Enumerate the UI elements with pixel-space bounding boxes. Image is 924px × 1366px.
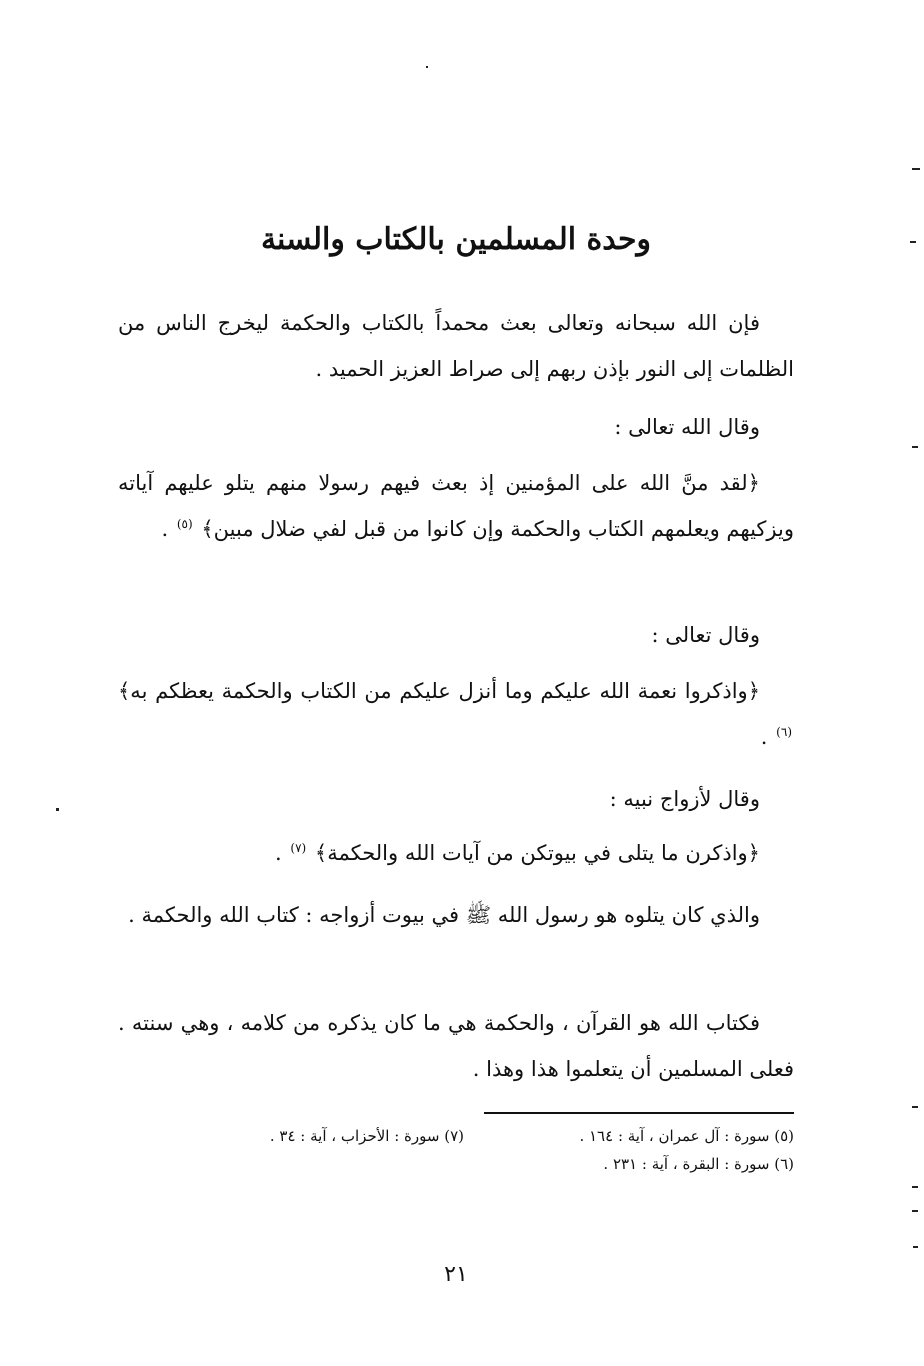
scan-mark bbox=[56, 808, 59, 811]
quran-quote-1-text: ﴿لقد منَّ الله على المؤمنين إذ بعث فيهم رسولا منهم يتلو عليهم آياته ويزكيهم ويعلمهم الكتاب والحكمة وإن كانوا من قبل لفي ضلال مبين﴾ bbox=[118, 471, 794, 541]
paragraph-intro-text: فإن الله سبحانه وتعالى بعث محمداً بالكتاب والحكمة ليخرج الناس من الظلمات إلى النور بإذن ربهم إلى صراط العزيز الحميد . bbox=[118, 311, 794, 381]
paragraph-said-allah-text: وقال الله تعالى : bbox=[614, 415, 760, 439]
scan-mark bbox=[426, 66, 428, 68]
footnote-7: (٧) سورة : الأحزاب ، آية : ٣٤ . bbox=[269, 1127, 464, 1145]
paragraph-intro bbox=[118, 300, 794, 392]
paragraph-conclusion-text: فكتاب الله هو القرآن ، والحكمة هي ما كان يذكره من كلامه ، وهي سنته . فعلى المسلمين أن يتعلموا هذا وهذا . bbox=[118, 1011, 794, 1081]
scan-mark bbox=[912, 168, 920, 170]
footnote-ref-7: (٧) bbox=[290, 841, 307, 855]
paragraph-said-wives-text: وقال لأزواج نبيه : bbox=[609, 787, 760, 811]
scan-mark bbox=[910, 241, 916, 243]
quran-quote-1 bbox=[118, 460, 794, 552]
footnote-separator bbox=[484, 1112, 794, 1114]
paragraph-conclusion bbox=[118, 1000, 794, 1092]
footnote-6: (٦) سورة : البقرة ، آية : ٢٣١ . bbox=[603, 1155, 794, 1173]
book-page bbox=[118, 0, 794, 1366]
scan-mark bbox=[912, 1210, 918, 1212]
quran-quote-2-text: ﴿واذكروا نعمة الله عليكم وما أنزل عليكم من الكتاب والحكمة يعظكم به﴾ bbox=[118, 679, 760, 703]
footnote-row bbox=[118, 1122, 794, 1150]
footnote-ref-6: (٦) bbox=[776, 725, 792, 739]
paragraph-said-exalted-text: وقال تعالى : bbox=[651, 623, 760, 647]
quran-quote-2 bbox=[118, 668, 794, 760]
footnote-row bbox=[118, 1150, 794, 1178]
paragraph-said-allah bbox=[118, 404, 794, 450]
quran-quote-1-end: . bbox=[161, 517, 169, 541]
paragraph-said-exalted bbox=[118, 612, 794, 658]
scan-mark bbox=[913, 1246, 918, 1248]
quran-quote-3-text: ﴿واذكرن ما يتلى في بيوتكن من آيات الله والحكمة﴾ bbox=[314, 841, 760, 865]
quran-quote-3 bbox=[118, 830, 794, 876]
footnote-ref-5: (٥) bbox=[176, 517, 193, 531]
page-number: ٢١ bbox=[444, 1262, 468, 1287]
quran-quote-3-end: . bbox=[275, 841, 282, 865]
quran-quote-2-end: . bbox=[760, 725, 768, 749]
scan-mark bbox=[912, 446, 918, 448]
paragraph-said-wives bbox=[118, 776, 794, 822]
paragraph-recited-text: والذي كان يتلوه هو رسول الله ﷺ في بيوت أزواجه : كتاب الله والحكمة . bbox=[128, 903, 760, 927]
footnote-5: (٥) سورة : آل عمران ، آية : ١٦٤ . bbox=[579, 1127, 794, 1145]
paragraph-recited bbox=[118, 892, 794, 938]
scan-mark bbox=[912, 1106, 918, 1108]
chapter-heading: وحدة المسلمين بالكتاب والسنة bbox=[260, 222, 652, 257]
footnotes bbox=[118, 1122, 794, 1178]
scan-mark bbox=[912, 1186, 918, 1188]
